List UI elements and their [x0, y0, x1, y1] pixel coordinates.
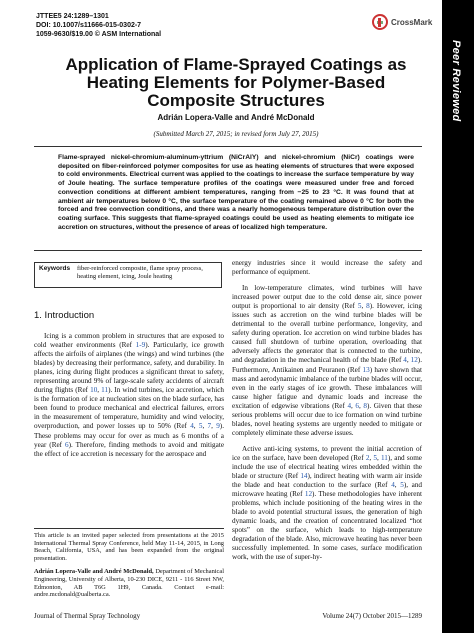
crossmark-label: CrossMark — [391, 17, 433, 27]
reference-link[interactable]: 11 — [380, 453, 388, 462]
body-text: ). Particularly, ice growth affects the airfoils of airplanes (the wings) and wind turbines (the blades) by decreasing their performance, safety, and durability. In planes, icing during flight produces a significant threat to safety, representing around 9% of large-scale safety accidents of aircraft during flights (Ref — [34, 341, 224, 395]
reference-link[interactable]: 5 — [373, 453, 377, 462]
issn: 1059-9630/$19.00 © ASM International — [36, 31, 162, 38]
reference-link[interactable]: 2 — [365, 453, 370, 462]
body-text: , — [193, 422, 199, 431]
body-text: Icing is a common problem in structures that are exposed to cold weather environments (Ref — [34, 332, 224, 350]
reference-link[interactable]: 12 — [410, 356, 418, 365]
submission-dates: (Submitted March 27, 2015; in revised form July 27, 2015) — [153, 130, 319, 138]
paper-title: Application of Flame-Sprayed Coatings as Heating Elements for Polymer-Based Composite Structures — [65, 55, 407, 110]
reference-link[interactable]: 8 — [366, 302, 370, 311]
body-text: , — [202, 422, 208, 431]
body-text: ) have shown that mass and aerodynamic imbalance of the turbine blades will occur, even in the early stages of ice growth. These imbalances will cause higher fatigue and dynamic loads and increase the excitation of edgewise vibrations (Ref — [232, 365, 422, 410]
body-text: ), and microwave heating (Ref — [232, 481, 423, 499]
abstract-divider — [34, 250, 422, 251]
top-divider — [34, 146, 422, 147]
body-text: , — [369, 453, 374, 462]
reference-link[interactable]: 4 — [347, 401, 352, 410]
reference-link[interactable]: 9 — [216, 422, 220, 431]
reference-link[interactable]: 8 — [363, 401, 367, 410]
keywords-label: Keywords — [39, 265, 71, 272]
doi: DOI: 10.1007/s11666-015-0302-7 — [36, 22, 142, 29]
body-text: , — [211, 422, 217, 431]
body-text: ). In wind turbines, ice accretion, which is the formation of ice at nucleation sites on the blade surface, has been found to produce mechanical and electrical failures, errors in the measurement of temperature, humidity and wind velocity, overproduction, and power losses up to 50% (Ref — [34, 386, 224, 431]
affiliation-note — [34, 568, 224, 598]
peer-reviewed-sidebar — [442, 0, 474, 633]
body-text: ). Given that these serious problems will occur due to ice formation on wind turbine blades, novel heating systems are urgently needed to mitigate or completely eliminate these adverse issues. — [232, 401, 423, 437]
authors: Adrián Lopera-Valle and André McDonald — [157, 113, 315, 122]
keywords-box — [34, 262, 222, 288]
affiliation-details: Department of Mechanical Engineering, University of Alberta, 10-230 DICE, 9211 - 116 Street NW, Edmonton, AB T6G 1H9, Canada. Contact e-mail: andre.mcdonald@ualberta.ca. — [34, 568, 224, 599]
body-text: ), and some include the use of electrical heating wires embedded within the blade or structure (Ref — [232, 453, 422, 481]
body-text: energy industries since it would increase the safety and performance of equipment. — [232, 259, 422, 277]
right-column — [232, 259, 422, 563]
reference-link[interactable]: 10 — [90, 386, 98, 395]
reference-link[interactable]: 4 — [403, 356, 407, 365]
reference-link[interactable]: 4 — [190, 422, 194, 431]
body-text: , — [376, 453, 381, 462]
body-text: ). However, icing issues such as accretion on the wind turbine blades will be detrimental to the overall turbine performance, longevity, and safety during operation. Ice accretion on wind turbine blades has caused full shutdown of turbine operation, overloading that adversely affects the generator that is connected to the turbine, and degradation in the mechanical health of the blade (Ref — [232, 302, 423, 365]
crossmark-icon — [372, 14, 388, 30]
journal-header — [36, 12, 161, 39]
reference-link[interactable]: 6 — [65, 440, 69, 449]
body-text: ), indirect heating with warm air inside the blade and heat conduction to the surface (Ref — [232, 472, 422, 490]
body-text: , — [359, 401, 364, 410]
body-text: ). These problems may occur for over as much as 6 months of a year (Ref — [34, 422, 224, 449]
reference-link[interactable]: 5 — [400, 481, 404, 490]
body-text: , — [351, 401, 356, 410]
body-text: ). These methodologies have inherent problems, which include positioning of the heating wires in the blade to avoid potential structural issues, the generation of high dynamic loads, and the creation of concentrated localized “hot spots” on the surface, which leads to high-temperature degradation of the blade. Also, microwave heating has never been successfully implemented. In some cases, surface modification work, with the use of super-hy- — [232, 490, 422, 562]
reference-link[interactable]: 5 — [198, 422, 203, 431]
body-text: ). Therefore, finding methods to avoid and mitigate the effect of ice accretion is necessary for the aerospace and — [34, 440, 225, 458]
page-footer — [34, 612, 422, 620]
left-column — [34, 332, 224, 459]
invited-paper-note: This article is an invited paper selected from presentations at the 2015 International Thermal Spray Conference, held May 11-14, 2015, in Long Beach, California, USA, and has been expanded from the original presentation. — [34, 532, 224, 562]
body-text: , — [97, 386, 102, 395]
body-text: Active anti-icing systems, to prevent the initial accretion of ice on the surface, have been developed (Ref — [232, 444, 422, 462]
sidebar-label: Peer Reviewed — [450, 40, 462, 122]
body-text: , — [361, 302, 367, 311]
keywords-text: fiber-reinforced composite, flame spray process, heating element, icing, Joule heating — [77, 265, 203, 280]
reference-link[interactable]: 13 — [362, 365, 370, 374]
intro-paragraph-4 — [232, 445, 422, 563]
section-heading-introduction: 1. Introduction — [34, 310, 95, 321]
reference-link[interactable]: 5 — [357, 302, 362, 311]
footnotes — [34, 532, 224, 599]
body-text: , — [394, 481, 401, 490]
reference-link[interactable]: 4 — [391, 481, 395, 490]
affiliation-names: Adrián Lopera-Valle and André McDonald, — [34, 568, 154, 576]
intro-paragraph-1 — [34, 332, 224, 459]
journal-code: JTTEE5 24:1289–1301 — [36, 13, 109, 20]
intro-paragraph-3 — [232, 284, 422, 438]
reference-link[interactable]: 11 — [101, 386, 109, 395]
footer-volume: Volume 24(7) October 2015—1289 — [322, 612, 422, 620]
reference-link[interactable]: 7 — [207, 422, 212, 431]
intro-paragraph-2 — [232, 259, 422, 277]
footer-journal: Journal of Thermal Spray Technology — [34, 612, 141, 620]
reference-link[interactable]: 6 — [355, 401, 360, 410]
body-text: In low-temperature climates, wind turbines will have increased power output due to the cold dense air, since power output is proportional to air density (Ref — [232, 284, 422, 311]
body-text: ). Furthermore, Antikainen and Peuranen (Ref — [232, 356, 422, 374]
reference-link[interactable]: 14 — [300, 472, 308, 481]
footnote-divider — [34, 528, 224, 529]
abstract: Flame-sprayed nickel-chromium-aluminum-yttrium (NiCrAlY) and nickel-chromium (NiCr) coatings were deposited on fiber-reinforced polymer composites for use as heating elements of structures that were exposed to cold environments. Electrical current was applied to the coatings to increase the surface temperature by way of Joule heating. The surface temperature profiles of the coatings were measured under free and forced convection conditions at different ambient temperatures, ranging from −25 to 23 °C. It was found that at ambient air temperatures below 0 °C, the surface temperature of the coating remained above 0 °C for both the forced and free convection conditions, and there was a nearly homogeneous temperature distribution over the coating surface. This suggests that flame-sprayed coatings could be used as heating elements to mitigate ice accretion on structures, without the presence of areas of localized high temperature. — [58, 154, 414, 231]
reference-link[interactable]: 12 — [304, 490, 313, 499]
reference-link[interactable]: 1-9 — [135, 341, 146, 350]
body-text: , — [406, 356, 411, 365]
crossmark-badge[interactable] — [372, 14, 432, 30]
